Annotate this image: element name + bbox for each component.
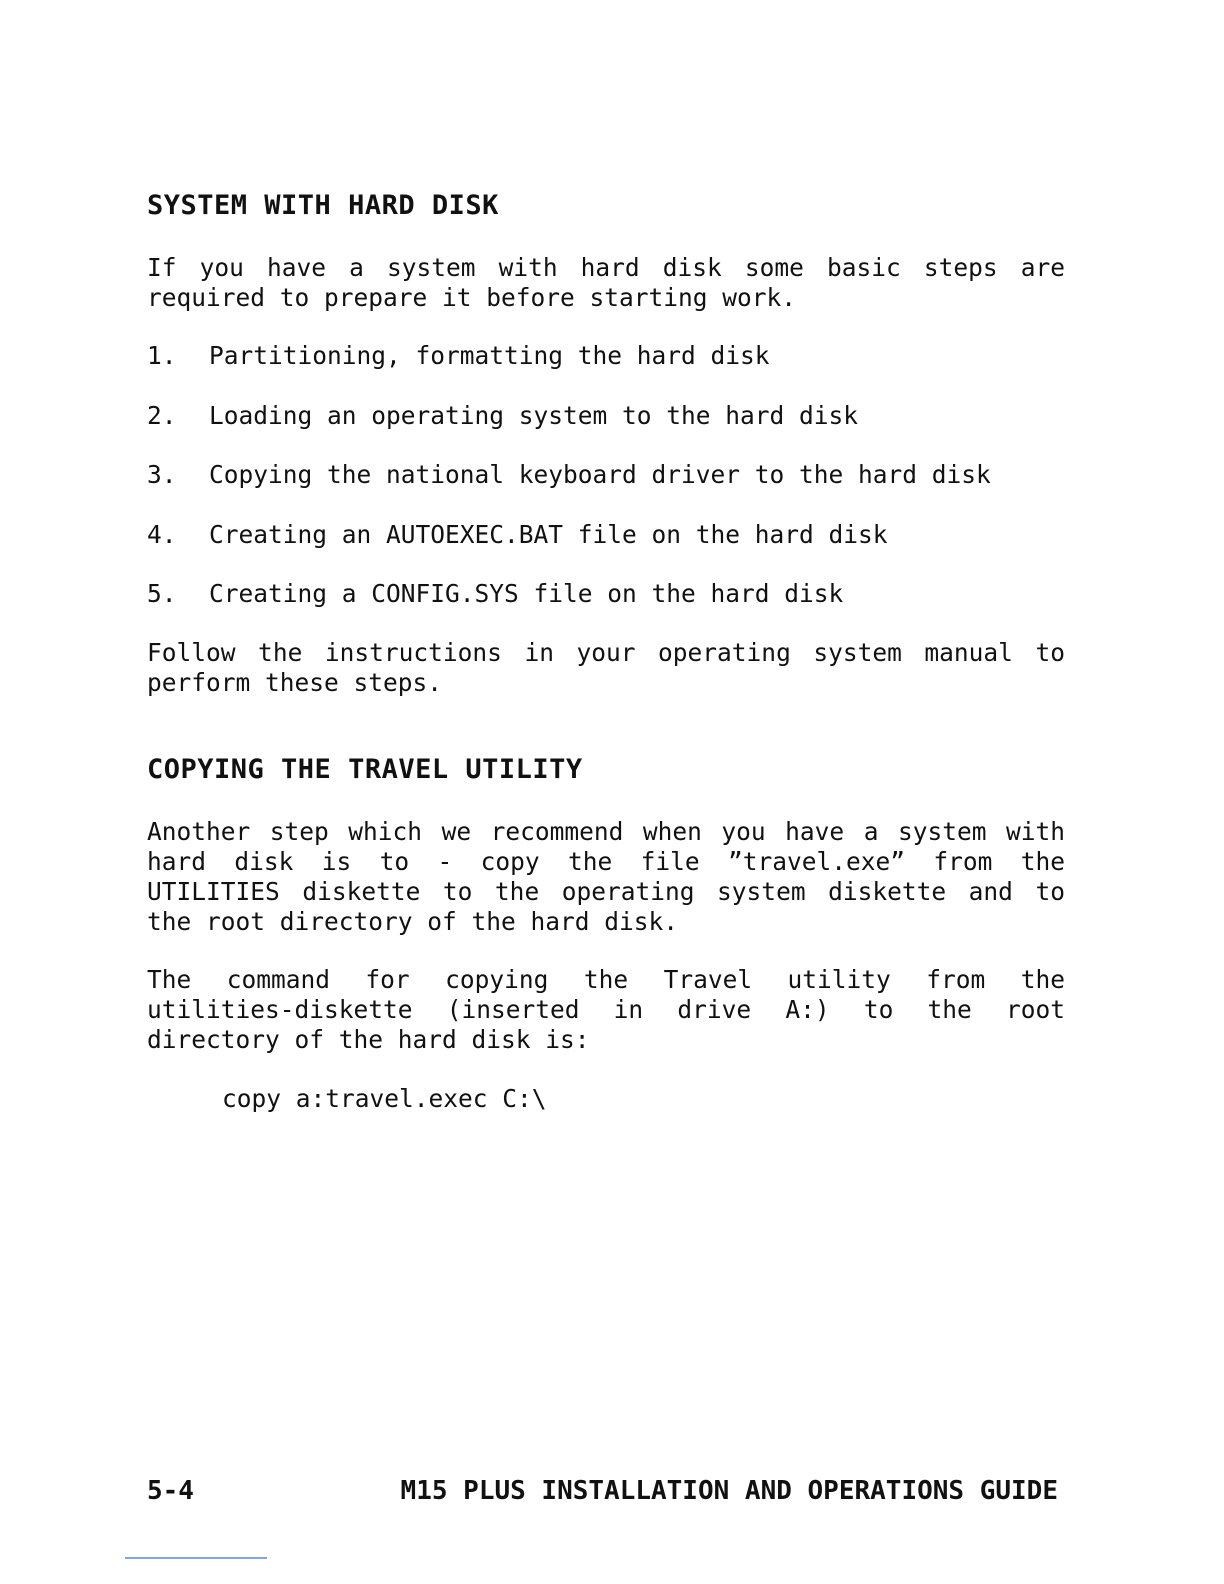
list-item [147,401,991,461]
list-item [147,460,991,520]
outro-paragraph [147,638,1065,698]
guide-title: M15 PLUS INSTALLATION AND OPERATIONS GUIDE [400,1476,1058,1506]
intro-line: required to prepare it before starting work. [147,283,797,312]
copy-command: copy a:travel.exec C:\ [222,1084,547,1113]
travel-paragraph [147,817,1065,937]
section-heading-hard-disk: SYSTEM WITH HARD DISK [147,190,499,221]
step-text: Partitioning, formatting the hard disk [209,341,770,370]
step-number: 5. [147,579,177,608]
command-line-text: The command for copying the Travel utility from the [147,965,1065,994]
step-text: Loading an operating system to the hard disk [209,400,859,430]
command-line-text: utilities-diskette (inserted in drive A:) to the root [147,995,1065,1024]
step-number: 2. [147,400,177,430]
step-text: Creating an AUTOEXEC.BAT file on the hard disk [209,519,888,549]
command-line-text: directory of the hard disk is: [147,1025,590,1054]
step-text: Creating a CONFIG.SYS file on the hard disk [209,579,844,608]
travel-line: Another step which we recommend when you have a system with [147,817,1065,846]
steps-list [147,341,991,639]
list-item [147,341,991,401]
intro-line: If you have a system with hard disk some basic steps are [147,253,1065,282]
step-number: 3. [147,460,177,489]
step-number: 4. [147,519,177,549]
command-paragraph [147,965,1065,1055]
outro-line: Follow the instructions in your operating system manual to [147,638,1065,667]
intro-paragraph [147,253,1065,313]
step-number: 1. [147,341,177,370]
outro-line: perform these steps. [147,668,443,697]
travel-line: the root directory of the hard disk. [147,907,679,936]
travel-line: hard disk is to - copy the file ”travel.exe” from the [147,847,1065,876]
scan-edge-line [125,1557,267,1559]
list-item [147,520,991,580]
travel-line: UTILITIES diskette to the operating system diskette and to [147,877,1065,906]
page-number: 5-4 [147,1476,194,1506]
step-text: Copying the national keyboard driver to the hard disk [209,460,991,489]
section-heading-travel-utility: COPYING THE TRAVEL UTILITY [147,754,583,785]
list-item [147,579,991,639]
